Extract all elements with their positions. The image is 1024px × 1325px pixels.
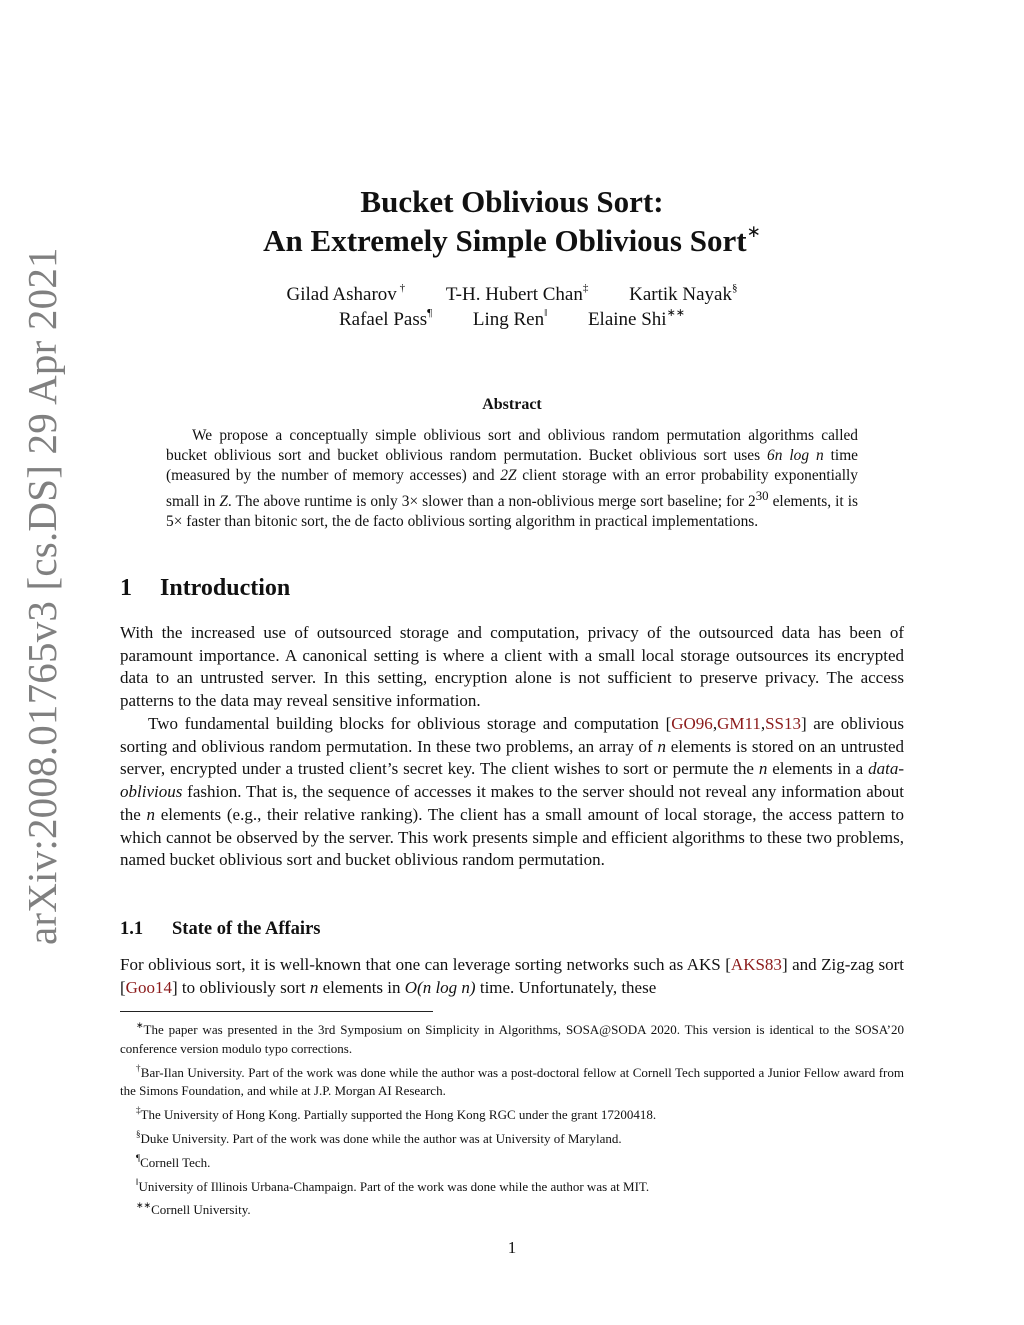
math-expression: 2Z bbox=[500, 467, 517, 484]
citation-link-ss13[interactable]: SS13 bbox=[765, 714, 801, 733]
author-footnote-mark: § bbox=[731, 282, 738, 294]
title-footnote-mark: ∗ bbox=[746, 222, 761, 241]
paragraph-text-segment: Two fundamental building blocks for oblivious storage and computation [ bbox=[148, 714, 672, 733]
footnote-mark: ¶ bbox=[136, 1152, 141, 1163]
abstract-text-segment: . The above runtime is only 3× slower than a non-oblivious merge sort baseline; for 2 bbox=[227, 493, 756, 511]
math-expression: Z bbox=[219, 493, 228, 511]
footnote-item bbox=[120, 1125, 904, 1149]
citation-separator: , bbox=[712, 714, 718, 733]
section-title: Introduction bbox=[160, 575, 291, 601]
footnote-text: University of Illinois Urbana-Champaign. Part of the work was done while the author was at MIT. bbox=[138, 1178, 650, 1194]
footnote-mark: ‡ bbox=[136, 1105, 141, 1116]
author-footnote-mark: ∗∗ bbox=[666, 307, 686, 319]
author-footnote-mark: † bbox=[396, 282, 406, 294]
math-variable: n bbox=[657, 736, 666, 756]
footnote-mark: † bbox=[136, 1062, 141, 1073]
footnote-mark: ∗ bbox=[136, 1020, 144, 1030]
footnote-mark: ∗∗ bbox=[136, 1200, 152, 1211]
paragraph-text-segment: elements in bbox=[318, 977, 405, 997]
page-number: 1 bbox=[507, 1238, 517, 1257]
paragraph-text-segment: elements (e.g., their relative ranking). The client has a small amount of local storage, the access pattern to which cannot be observed by the server. This work presents simple and efficient algorithms to these two problems, named bucket oblivious sort and bucket oblivious random permutation. bbox=[120, 804, 904, 870]
footnote-mark: ‖ bbox=[136, 1176, 139, 1187]
footnote-text: Duke University. Part of the work was done while the author was at University of Maryland. bbox=[140, 1130, 622, 1146]
footnote-item bbox=[120, 1016, 904, 1059]
author-list-row-2 bbox=[0, 306, 1024, 331]
author-footnote-mark: ‡ bbox=[582, 282, 589, 294]
footnotes bbox=[120, 1016, 904, 1220]
abstract-text-segment: We propose a conceptually simple oblivious sort and oblivious random permutation algorithms called bucket oblivious sort and bucket oblivious random permutation. Bucket oblivious sort uses bbox=[166, 427, 858, 464]
intro-paragraph-2 bbox=[120, 713, 904, 872]
footnote-text: Cornell University. bbox=[151, 1202, 251, 1218]
footnote-divider bbox=[120, 1011, 433, 1012]
subsection-heading-state-of-affairs bbox=[120, 919, 320, 940]
citation-link-aks83[interactable]: AKS83 bbox=[730, 955, 782, 974]
paragraph-text-segment: fashion. That is, the sequence of accesses it makes to the server should not reveal any information about the bbox=[120, 782, 904, 824]
arxiv-identifier-stamp: arXiv:2008.01765v3 [cs.DS] 29 Apr 2021 bbox=[19, 247, 65, 945]
section-heading-introduction bbox=[120, 575, 290, 602]
paragraph-text-segment: ] to obliviously sort bbox=[171, 977, 310, 997]
author-name: Gilad Asharov bbox=[286, 284, 397, 305]
section-number: 1 bbox=[120, 575, 132, 601]
citation-link-go96[interactable]: GO96 bbox=[671, 714, 713, 733]
abstract-text-segment: time (measured by the number of memory accesses) and bbox=[166, 447, 859, 484]
footnote-item bbox=[120, 1196, 904, 1220]
author-name: Kartik Nayak bbox=[629, 284, 732, 305]
author-nayak bbox=[629, 282, 737, 306]
subsection-title: State of the Affairs bbox=[172, 919, 321, 939]
footnote-text: The University of Hong Kong. Partially supported the Hong Kong RGC under the grant 17200418. bbox=[140, 1107, 657, 1123]
footnote-text: The paper was presented in the 3rd Symposium on Simplicity in Algorithms, SOSA@SODA 2020. This version is identical to the SOSA’20 conference version modulo typo corrections. bbox=[120, 1022, 904, 1056]
emphasized-text: data-oblivious bbox=[120, 759, 904, 802]
math-expression: O(n log n) bbox=[404, 977, 476, 997]
author-footnote-mark: ¶ bbox=[427, 307, 433, 319]
state-paragraph bbox=[120, 954, 904, 999]
footnote-item bbox=[120, 1059, 904, 1102]
footnote-item bbox=[120, 1173, 904, 1197]
paper-title-line-2 bbox=[0, 222, 1024, 259]
author-name: Ling Ren bbox=[472, 309, 545, 330]
footnote-mark: § bbox=[136, 1128, 141, 1139]
author-footnote-mark: ‖ bbox=[544, 307, 548, 319]
math-exponent: 30 bbox=[755, 489, 769, 503]
paper-title-text: An Extremely Simple Oblivious Sort bbox=[263, 223, 747, 258]
author-name: Elaine Shi bbox=[587, 309, 667, 330]
author-shi bbox=[588, 306, 685, 331]
author-chan bbox=[446, 282, 589, 306]
footnote-item bbox=[120, 1101, 904, 1125]
footnote-text: Cornell Tech. bbox=[140, 1154, 211, 1170]
footnote-text: Bar-Ilan University. Part of the work was done while the author was a post-doctoral fellow at Cornell Tech supported a Junior Fellow award from the Simons Foundation, and while at J.P. Morgan AI Research. bbox=[120, 1064, 905, 1099]
abstract-text-segment: elements, it is 5× faster than bitonic sort, the de facto oblivious sorting algorithm in practical implementations. bbox=[166, 493, 858, 531]
math-expression: 6n log n bbox=[767, 447, 824, 464]
paper-title-line-1: Bucket Oblivious Sort: bbox=[360, 184, 664, 219]
math-variable: n bbox=[758, 759, 768, 779]
paragraph-text-segment: elements in a bbox=[767, 759, 869, 779]
paragraph-text-segment: ] are oblivious sorting and oblivious random permutation. In these two problems, an array of bbox=[120, 714, 904, 756]
author-list-row-1 bbox=[0, 282, 1024, 306]
abstract-text-segment: client storage with an error probability exponentially small in bbox=[166, 467, 858, 511]
intro-paragraph-1: With the increased use of outsourced storage and computation, privacy of the outsourced data has been of paramount importance. A canonical setting is where a client with a small local storage outsources its encrypted data to an untrusted server. In this setting, encryption alone is not sufficient to preserve privacy. The access patterns to the data may reveal sensitive information. bbox=[120, 623, 904, 711]
footnote-item bbox=[120, 1149, 904, 1173]
paragraph-text-segment: For oblivious sort, it is well-known that one can leverage sorting networks such as AKS [ bbox=[120, 955, 731, 974]
math-variable: n bbox=[146, 804, 155, 824]
citation-link-gm11[interactable]: GM11 bbox=[717, 714, 761, 733]
author-name: Rafael Pass bbox=[338, 309, 428, 330]
author-name: T-H. Hubert Chan bbox=[445, 284, 583, 305]
paragraph-text-segment: elements is stored on an untrusted server, encrypted under a trusted client’s secret key. The client wishes to sort or permute the bbox=[120, 736, 904, 779]
author-ren bbox=[473, 307, 547, 331]
subsection-number: 1.1 bbox=[120, 919, 144, 939]
citation-separator: , bbox=[760, 714, 766, 733]
citation-link-goo14[interactable]: Goo14 bbox=[125, 977, 172, 997]
author-pass bbox=[339, 307, 432, 331]
paragraph-text-segment: ] and Zig-zag sort [ bbox=[120, 955, 904, 997]
math-variable: n bbox=[309, 977, 319, 997]
abstract-heading: Abstract bbox=[482, 396, 542, 413]
abstract-text bbox=[166, 426, 858, 532]
paragraph-text-segment: time. Unfortunately, these bbox=[475, 977, 657, 997]
author-asharov bbox=[287, 282, 406, 306]
